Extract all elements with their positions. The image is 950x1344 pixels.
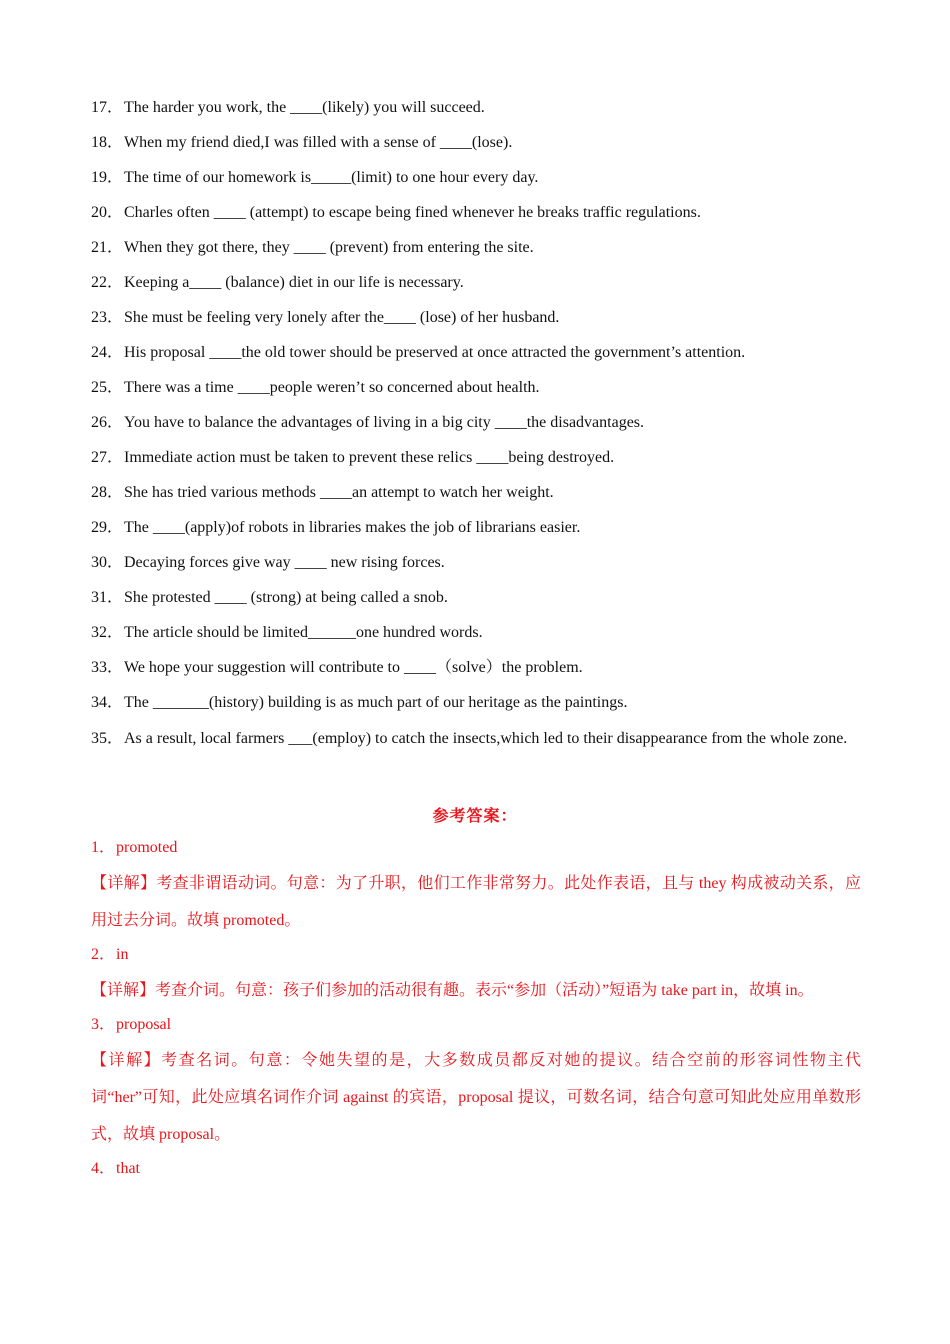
question-text: The time of our homework is_____(limit) to one hour every day.	[124, 169, 539, 186]
answer-explanation: 【详解】考查介词。句意：孩子们参加的活动很有趣。表示“参加（活动）”短语为 take part in，故填 in。	[91, 982, 814, 999]
question-number: 33．	[91, 659, 124, 676]
answer-number: 2．	[91, 946, 116, 963]
question-text: She protested ____ (strong) at being called a snob.	[124, 589, 448, 606]
question-item	[91, 413, 863, 448]
question-item	[91, 308, 863, 343]
question-text: She must be feeling very lonely after the____ (lose) of her husband.	[124, 309, 560, 326]
answer-number: 3．	[91, 1016, 116, 1033]
answer-value: in	[116, 946, 129, 963]
question-item	[91, 168, 863, 203]
question-text: There was a time ____people weren’t so concerned about health.	[124, 379, 540, 396]
question-number: 24．	[91, 344, 124, 361]
question-number: 17．	[91, 99, 124, 116]
question-list	[91, 98, 863, 757]
question-text: When they got there, they ____ (prevent) from entering the site.	[124, 239, 534, 256]
question-text: The harder you work, the ____(likely) you will succeed.	[124, 99, 485, 116]
question-text: When my friend died,I was filled with a sense of ____(lose).	[124, 134, 513, 151]
question-item	[91, 98, 863, 133]
question-number: 23．	[91, 309, 124, 326]
question-item	[91, 483, 863, 518]
question-item	[91, 588, 863, 623]
question-number: 32．	[91, 624, 124, 641]
question-number: 22．	[91, 274, 124, 291]
question-item	[91, 553, 863, 588]
question-text: Immediate action must be taken to prevent these relics ____being destroyed.	[124, 449, 615, 466]
question-item	[91, 720, 863, 757]
question-item	[91, 518, 863, 553]
answers-heading: 参考答案：	[432, 808, 518, 825]
answer-value: that	[116, 1160, 140, 1177]
question-item	[91, 448, 863, 483]
question-item	[91, 273, 863, 308]
question-number: 27．	[91, 449, 124, 466]
question-item	[91, 203, 863, 238]
question-number: 20．	[91, 204, 124, 221]
question-number: 28．	[91, 484, 124, 501]
question-text: Charles often ____ (attempt) to escape being fined whenever he breaks traffic regulations.	[124, 204, 701, 221]
answer-value: promoted	[116, 839, 178, 856]
question-number: 21．	[91, 239, 124, 256]
question-text: We hope your suggestion will contribute to ____（solve）the problem.	[124, 659, 583, 676]
question-text: She has tried various methods ____an attempt to watch her weight.	[124, 484, 554, 501]
question-text: His proposal ____the old tower should be preserved at once attracted the government’s attention.	[124, 344, 746, 361]
question-number: 25．	[91, 379, 124, 396]
question-text: You have to balance the advantages of living in a big city ____the disadvantages.	[124, 414, 645, 431]
question-text: Keeping a____ (balance) diet in our life is necessary.	[124, 274, 464, 291]
question-text: Decaying forces give way ____ new rising forces.	[124, 554, 445, 571]
question-item	[91, 133, 863, 168]
answer-explanation: 【详解】考查非谓语动词。句意：为了升职，他们工作非常努力。此处作表语，且与 they 构成被动关系，应用过去分词。故填 promoted。	[91, 875, 861, 929]
question-number: 31．	[91, 589, 124, 606]
question-number: 35．	[91, 730, 124, 747]
question-item	[91, 623, 863, 658]
answer-explanation: 【详解】考查名词。句意：令她失望的是，大多数成员都反对她的提议。结合空前的形容词性物主代词“her”可知，此处应填名词作介词 against 的宾语，proposal 提议，可数名词，结合句意可知此处应用单数形式，故填 proposal。	[91, 1052, 861, 1143]
question-text: As a result, local farmers ___(employ) to catch the insects,which led to their disappearance from the whole zone.	[124, 730, 848, 747]
answer-value: proposal	[116, 1016, 172, 1033]
question-number: 34．	[91, 694, 124, 711]
answer-number: 1．	[91, 839, 116, 856]
question-item	[91, 658, 863, 693]
question-item	[91, 238, 863, 273]
question-item	[91, 378, 863, 413]
question-number: 29．	[91, 519, 124, 536]
question-text: The ____(apply)of robots in libraries makes the job of librarians easier.	[124, 519, 581, 536]
question-text: The _______(history) building is as much part of our heritage as the paintings.	[124, 694, 628, 711]
question-number: 26．	[91, 414, 124, 431]
question-number: 30．	[91, 554, 124, 571]
question-item	[91, 343, 863, 378]
question-text: The article should be limited______one hundred words.	[124, 624, 483, 641]
answer-number: 4．	[91, 1160, 116, 1177]
question-number: 19．	[91, 169, 124, 186]
question-number: 18．	[91, 134, 124, 151]
answer-item	[91, 1159, 861, 1194]
answer-list	[91, 838, 861, 1194]
